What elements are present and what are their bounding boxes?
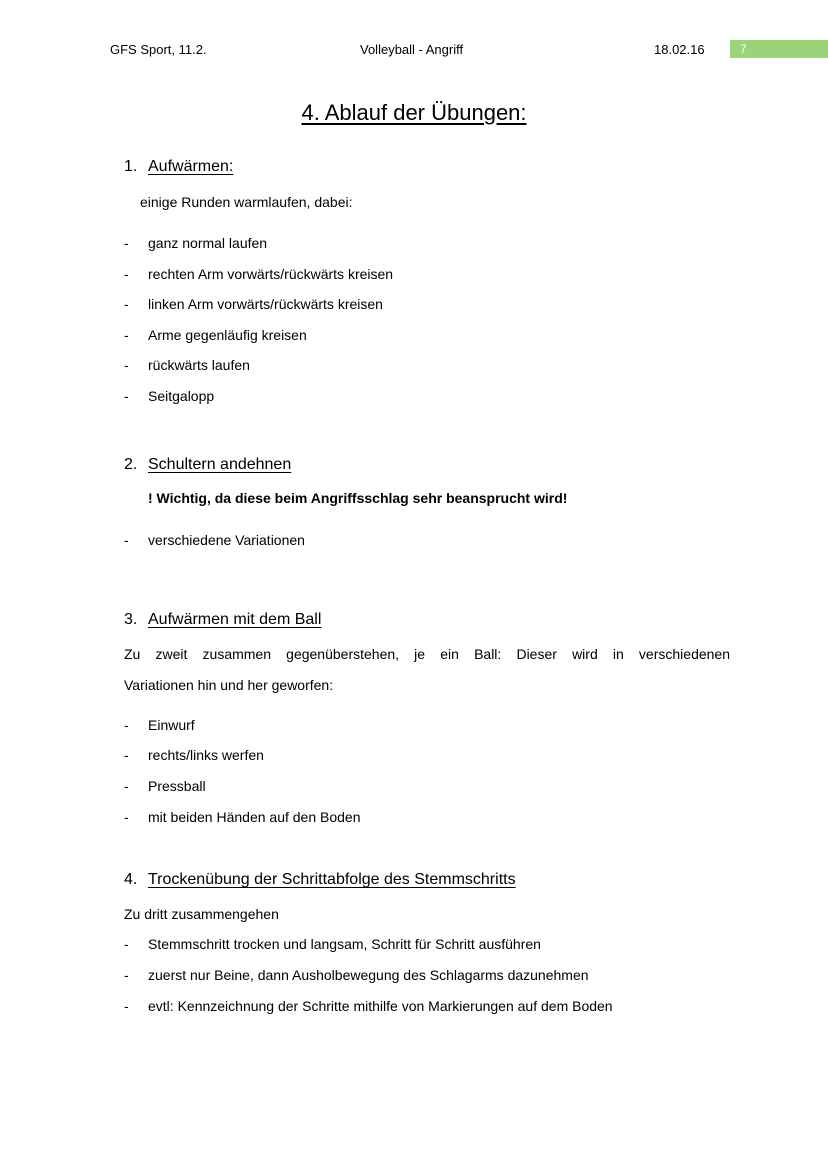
list-item: - zuerst nur Beine, dann Ausholbewegung des Schlagarms dazunehmen [124,967,589,983]
list-item: - linken Arm vorwärts/rückwärts kreisen [124,296,383,312]
section-2-note: ! Wichtig, da diese beim Angriffsschlag sehr beansprucht wird! [148,490,568,506]
header-date: 18.02.16 [654,42,705,57]
list-item: - Stemmschritt trocken und langsam, Schritt für Schritt ausführen [124,936,541,952]
section-3-paragraph-line-2: Variationen hin und her geworfen: [124,677,334,693]
section-1-intro: einige Runden warmlaufen, dabei: [140,194,353,210]
section-heading-2: 2. Schultern andehnen [124,456,292,473]
page-title: 4. Ablauf der Übungen: [301,100,527,125]
list-item: - mit beiden Händen auf den Boden [124,809,361,825]
list-item: - Seitgalopp [124,388,215,404]
section-3-paragraph-line-1: Zu zweit zusammen gegenüberstehen, je ein Ball: Dieser wird in verschiedenen [124,646,730,662]
list-item: - evtl: Kennzeichnung der Schritte mithilfe von Markierungen auf dem Boden [124,998,613,1014]
list-item: - rückwärts laufen [124,357,250,373]
section-heading-1: 1. Aufwärmen: [124,158,234,175]
list-item: - Pressball [124,778,206,794]
header-topic: Volleyball - Angriff [360,42,464,57]
list-item: - verschiedene Variationen [124,532,305,548]
list-item: - rechten Arm vorwärts/rückwärts kreisen [124,266,394,282]
list-item: - rechts/links werfen [124,747,264,763]
page-number: 7 [740,42,747,56]
list-item: - ganz normal laufen [124,235,268,251]
list-item: - Arme gegenläufig kreisen [124,327,307,343]
section-heading-4: 4. Trockenübung der Schrittabfolge des Stemmschritts [124,871,516,888]
page-header [0,40,828,60]
header-course: GFS Sport, 11.2. [110,42,207,57]
list-item: - Einwurf [124,717,195,733]
page-number-badge [730,40,828,58]
section-4-intro: Zu dritt zusammengehen [124,906,279,922]
section-heading-3: 3. Aufwärmen mit dem Ball [124,611,322,628]
